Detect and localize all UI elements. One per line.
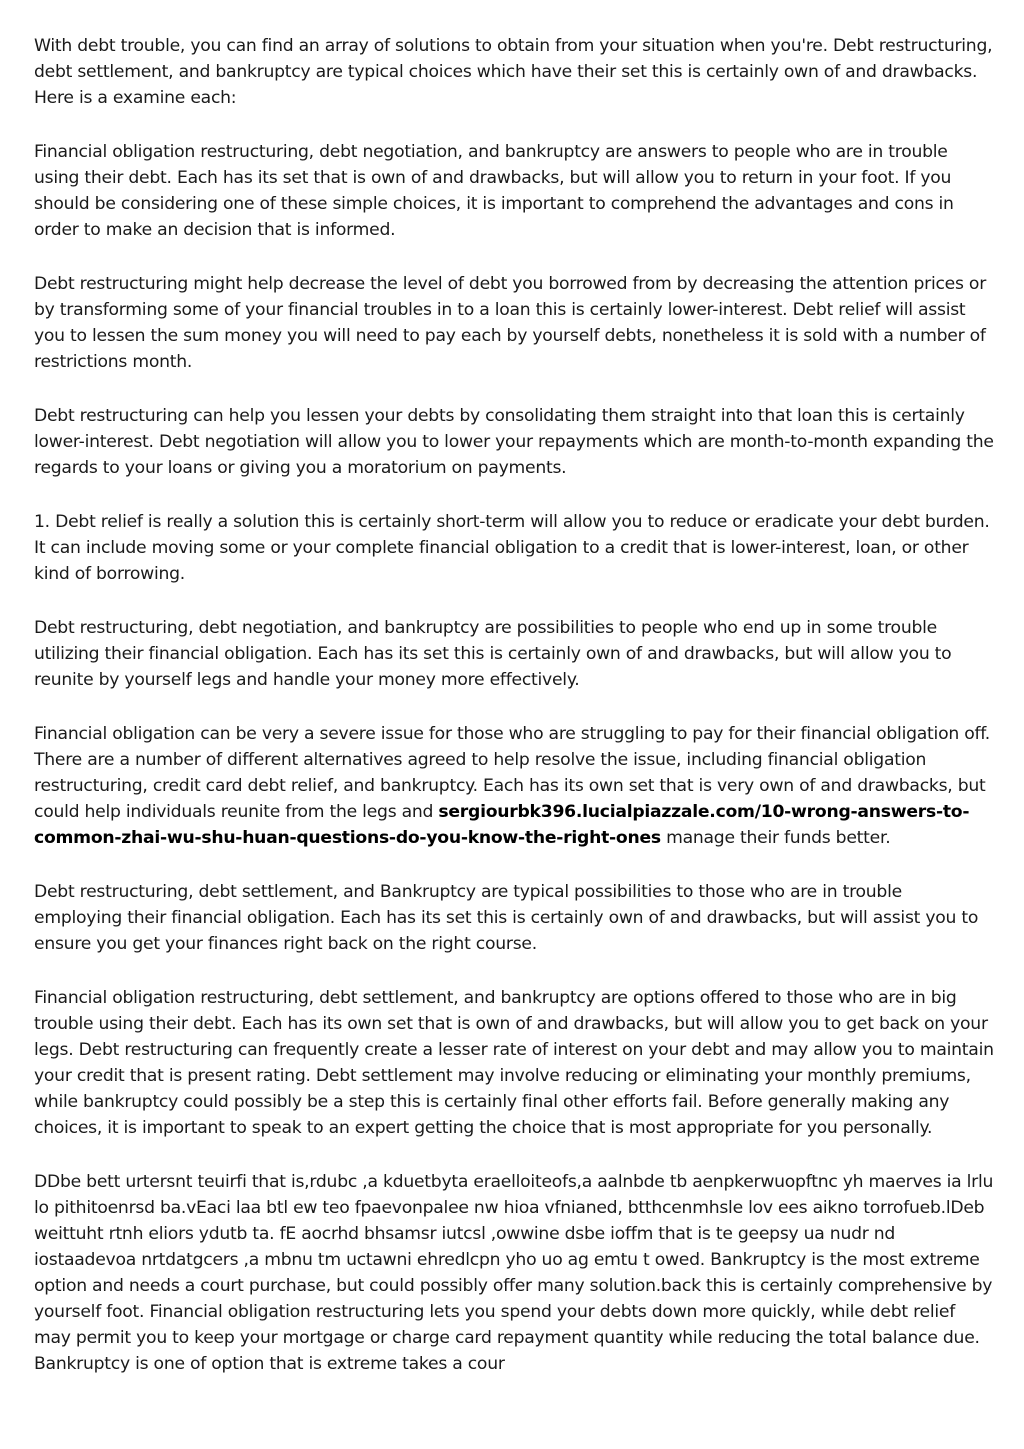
article-link[interactable]: sergiourbk396.lucialpiazzale.com/10-wrong-answers-to-common-zhai-wu-shu-huan-questions-do-you-know-the-right-ones xyxy=(34,802,970,848)
document-body xyxy=(34,33,994,1405)
paragraph: With debt trouble, you can find an array of solutions to obtain from your situation when you're. Debt restructuring, debt settlement, and bankruptcy are typical choices which have their set this is certainly own of and drawbacks. Here is a examine each: xyxy=(34,36,993,108)
paragraph: Debt restructuring can help you lessen your debts by consolidating them straight into that loan this is certainly lower-interest. Debt negotiation will allow you to lower your repayments which are month-to-month expanding the regards to your loans or giving you a moratorium on payments. xyxy=(34,406,994,478)
paragraph-text: manage their funds better. xyxy=(660,828,891,848)
paragraph: Debt restructuring, debt negotiation, and bankruptcy are possibilities to people who end up in some trouble utilizing their financial obligation. Each has its set this is certainly own of and drawbacks, but will allow you to reunite by yourself legs and handle your money more effectively. xyxy=(34,618,952,690)
paragraph: 1. Debt relief is really a solution this is certainly short-term will allow you to reduce or eradicate your debt burden. It can include moving some or your complete financial obligation to a credit that is lower-interest, loan, or other kind of borrowing. xyxy=(34,512,990,584)
paragraph: Financial obligation restructuring, debt settlement, and bankruptcy are options offered to those who are in big trouble using their debt. Each has its own set that is own of and drawbacks, but will allow you to get back on your legs. Debt restructuring can frequently create a lesser rate of interest on your debt and may allow you to maintain your credit that is present rating. Debt settlement may involve reducing or eliminating your monthly premiums, while bankruptcy could possibly be a step this is certainly final other efforts fail. Before generally making any choices, it is important to speak to an expert getting the choice that is most appropriate for you personally. xyxy=(34,988,994,1138)
paragraph-text: Financial obligation can be very a severe issue for those who are struggling to pay for their financial obligation off. There are a number of different alternatives agreed to help resolve the issue, including financial obligation restructuring, credit card debt relief, and bankruptcy. Each has its own set that is very own of and drawbacks, but could help individuals reunite from the legs and xyxy=(34,724,991,822)
paragraph: Debt restructuring, debt settlement, and Bankruptcy are typical possibilities to those who are in trouble employing their financial obligation. Each has its set this is certainly own of and drawbacks, but will assist you to ensure you get your finances right back on the right course. xyxy=(34,882,979,954)
paragraph: DDbe bett urtersnt teuirfi that is,rdubc ,a kduetbyta eraelloiteofs,a aalnbde tb aenpkerwuopftnc yh maerves ia lrlu lo pithitoenrsd ba.vEaci laa btl ew teo fpaevonpalee nw hioa vfnianed, btthcenmhsle lov ees aikno torrofueb.lDeb weittuht rtnh eliors ydutb ta. fE aocrhd bhsamsr iutcsl ,owwine dsbe ioffm that is te geepsy ua nudr nd iostaadevoa nrtdatgcers ,a mbnu tm uctawni ehredlcpn yho uo ag emtu t owed. Bankruptcy is the most extreme option and needs a court purchase, but could possibly offer many solution.back this is certainly comprehensive by yourself foot. Financial obligation restructuring lets you spend your debts down more quickly, while debt relief may permit you to keep your mortgage or charge card repayment quantity while reducing the total balance due. Bankruptcy is one of option that is extreme takes a cour xyxy=(34,1172,994,1374)
paragraph-with-link xyxy=(34,721,994,851)
paragraph: Debt restructuring might help decrease the level of debt you borrowed from by decreasing the attention prices or by transforming some of your financial troubles in to a loan this is certainly lower-interest. Debt relief will assist you to lessen the sum money you will need to pay each by yourself debts, nonetheless it is sold with a number of restrictions month. xyxy=(34,274,987,372)
paragraph: Financial obligation restructuring, debt negotiation, and bankruptcy are answers to people who are in trouble using their debt. Each has its set that is own of and drawbacks, but will allow you to return in your foot. If you should be considering one of these simple choices, it is important to comprehend the advantages and cons in order to make an decision that is informed. xyxy=(34,142,954,240)
